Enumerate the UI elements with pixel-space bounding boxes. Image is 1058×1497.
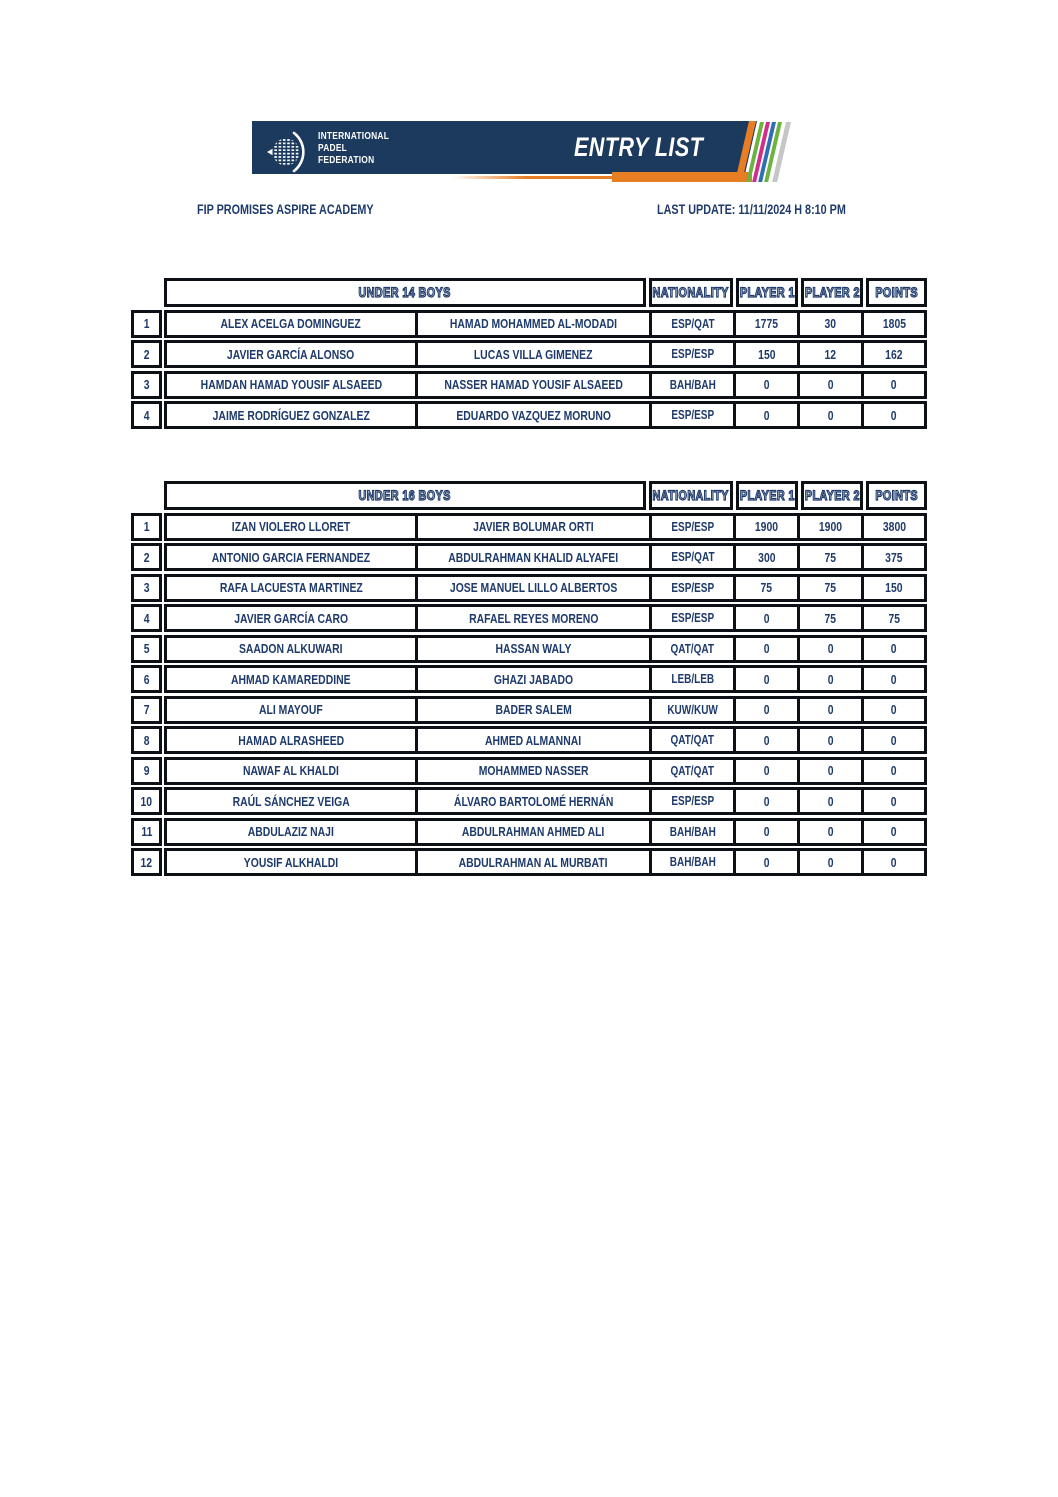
row-main-box <box>164 543 927 571</box>
rank-cell <box>131 340 162 368</box>
points2-cell <box>797 699 861 721</box>
player2-name: GHAZI JABADO <box>493 671 574 687</box>
player2-name: ABDULRAHMAN AHMED ALI <box>462 824 605 839</box>
nationality-value: ESP/ESP <box>671 519 714 534</box>
rank-value: 7 <box>143 702 150 717</box>
total-points-value: 162 <box>885 346 903 362</box>
points1-value: 0 <box>763 824 770 839</box>
player2-cell <box>415 729 649 751</box>
player2-cell <box>415 760 649 782</box>
player1-header <box>736 278 798 307</box>
points2-cell <box>797 851 861 873</box>
nationality-header <box>649 481 733 510</box>
total-points-cell <box>861 699 924 721</box>
points1-cell <box>733 638 797 660</box>
nationality-value: LEB/LEB <box>671 672 714 686</box>
player2-cell <box>415 374 649 396</box>
player2-cell <box>415 638 649 660</box>
nationality-value: ESP/ESP <box>671 347 714 361</box>
row-main-box <box>164 574 927 602</box>
total-points-cell <box>861 607 924 629</box>
table-row <box>131 401 927 429</box>
rank-cell <box>131 310 162 338</box>
total-points-value: 0 <box>891 732 897 748</box>
player1-name: YOUSIF ALKHALDI <box>243 854 339 870</box>
player2-cell <box>415 516 649 538</box>
player2-name: RAFAEL REYES MORENO <box>468 610 599 626</box>
total-points-cell <box>861 343 924 365</box>
row-main-box <box>164 371 927 399</box>
player1-name: RAÚL SÁNCHEZ VEIGA <box>232 793 350 809</box>
points2-value: 0 <box>827 793 834 809</box>
points1-value: 0 <box>763 793 770 809</box>
points2-value: 0 <box>827 671 834 687</box>
table-row <box>131 787 927 815</box>
points2-cell <box>797 638 861 660</box>
player1-name: HAMDAN HAMAD YOUSIF ALSAEED <box>200 377 382 392</box>
points1-cell <box>733 699 797 721</box>
banner-orange-line <box>452 176 617 179</box>
points2-cell <box>797 343 861 365</box>
total-points-value: 0 <box>891 377 897 392</box>
rank-cell <box>131 696 162 724</box>
row-main-box <box>164 513 927 541</box>
player1-cell <box>167 607 415 629</box>
points2-cell <box>797 577 861 599</box>
player1-name: JAVIER GARCÍA CARO <box>234 610 348 626</box>
player2-cell <box>415 851 649 873</box>
player1-cell <box>167 404 415 426</box>
category-header <box>164 481 646 510</box>
player1-cell <box>167 374 415 396</box>
points2-value: 30 <box>824 316 837 331</box>
total-points-cell <box>861 546 924 568</box>
rank-cell <box>131 574 162 602</box>
nationality-header-label: NATIONALITY <box>652 285 730 300</box>
rank-cell <box>131 787 162 815</box>
player1-name: ABDULAZIZ NAJI <box>247 824 335 839</box>
row-main-box <box>164 696 927 724</box>
total-points-value: 0 <box>891 793 897 809</box>
total-points-cell <box>861 313 924 335</box>
nationality-value: BAH/BAH <box>669 855 716 869</box>
federation-name-line3: FEDERATION <box>318 154 375 167</box>
rank-value: 4 <box>143 407 150 423</box>
points1-value: 0 <box>763 763 770 778</box>
points-header-label: POINTS <box>875 488 918 503</box>
total-points-cell <box>861 404 924 426</box>
player1-cell <box>167 516 415 538</box>
nationality-header-label: NATIONALITY <box>652 488 730 503</box>
nationality-value: ESP/ESP <box>671 611 714 625</box>
event-title-text: FIP PROMISES ASPIRE ACADEMY <box>197 202 374 217</box>
points1-cell <box>733 668 797 690</box>
player1-name: RAFA LACUESTA MARTINEZ <box>219 580 363 595</box>
player2-cell <box>415 790 649 812</box>
points2-cell <box>797 374 861 396</box>
points1-value: 0 <box>763 854 770 870</box>
category-title: UNDER 16 BOYS <box>358 488 452 503</box>
points1-value: 0 <box>763 671 770 687</box>
federation-name <box>318 130 407 166</box>
nationality-value: BAH/BAH <box>669 377 716 392</box>
points2-value: 0 <box>827 732 834 748</box>
player2-name: HASSAN WALY <box>495 641 572 656</box>
points1-cell <box>733 343 797 365</box>
points2-cell <box>797 313 861 335</box>
nationality-cell <box>649 343 733 365</box>
points2-cell <box>797 546 861 568</box>
total-points-cell <box>861 516 924 538</box>
total-points-value: 75 <box>888 610 900 626</box>
nationality-value: ESP/QAT <box>670 550 715 564</box>
player1-name: AHMAD KAMAREDDINE <box>231 671 351 687</box>
federation-name-line1: INTERNATIONAL <box>318 130 390 142</box>
rank-value: 2 <box>143 549 150 565</box>
points1-value: 150 <box>757 346 776 362</box>
points1-value: 0 <box>763 407 770 423</box>
rank-cell <box>131 848 162 876</box>
table-row <box>131 757 927 785</box>
player2-cell <box>415 577 649 599</box>
points1-value: 0 <box>763 377 770 392</box>
points1-cell <box>733 577 797 599</box>
table-row <box>131 726 927 754</box>
entry-list-title <box>574 132 736 163</box>
nationality-cell <box>649 790 733 812</box>
points2-value: 1900 <box>818 519 843 534</box>
rank-cell <box>131 543 162 571</box>
points1-cell <box>733 607 797 629</box>
points2-value: 0 <box>827 763 834 778</box>
points2-cell <box>797 821 861 843</box>
last-update-text: LAST UPDATE: 11/11/2024 H 8:10 PM <box>657 202 846 217</box>
player1-cell <box>167 546 415 568</box>
points1-value: 75 <box>760 580 773 595</box>
points2-value: 75 <box>824 580 837 595</box>
category-header <box>164 278 646 307</box>
points1-cell <box>733 821 797 843</box>
total-points-value: 0 <box>891 854 897 870</box>
event-title <box>197 202 418 217</box>
nationality-value: ESP/ESP <box>671 794 714 808</box>
points1-cell <box>733 374 797 396</box>
total-points-value: 3800 <box>882 519 906 534</box>
nationality-value: QAT/QAT <box>670 641 715 656</box>
row-main-box <box>164 787 927 815</box>
rank-cell <box>131 401 162 429</box>
total-points-cell <box>861 821 924 843</box>
points2-cell <box>797 729 861 751</box>
table-body <box>131 513 927 877</box>
header-banner <box>252 121 792 185</box>
player2-cell <box>415 343 649 365</box>
rank-cell <box>131 757 162 785</box>
points-header <box>866 481 927 510</box>
entry-table-under-16-boys <box>131 481 927 879</box>
nationality-value: ESP/ESP <box>671 580 714 595</box>
table-row <box>131 371 927 399</box>
player1-name: IZAN VIOLERO LLORET <box>231 519 351 534</box>
nationality-cell <box>649 638 733 660</box>
table-row <box>131 696 927 724</box>
points2-cell <box>797 516 861 538</box>
points1-value: 0 <box>763 641 770 656</box>
total-points-cell <box>861 729 924 751</box>
player1-name: SAADON ALKUWARI <box>239 641 343 656</box>
total-points-cell <box>861 851 924 873</box>
points2-value: 75 <box>824 549 837 565</box>
player2-cell <box>415 404 649 426</box>
points2-value: 0 <box>827 641 834 656</box>
player2-name: LUCAS VILLA GIMENEZ <box>474 346 593 362</box>
rank-value: 1 <box>143 316 150 331</box>
player1-cell <box>167 790 415 812</box>
table-header-row <box>164 481 927 510</box>
table-row <box>131 635 927 663</box>
rank-value: 3 <box>143 580 150 595</box>
player2-cell <box>415 668 649 690</box>
player1-name: JAVIER GARCÍA ALONSO <box>227 346 355 362</box>
player1-name: HAMAD ALRASHEED <box>238 732 344 748</box>
player1-name: NAWAF AL KHALDI <box>243 763 339 778</box>
player2-name: JAVIER BOLUMAR ORTI <box>473 519 594 534</box>
table-row <box>131 665 927 693</box>
player1-name: ALI MAYOUF <box>259 702 323 717</box>
rank-value: 8 <box>143 732 150 748</box>
points1-cell <box>733 790 797 812</box>
rank-cell <box>131 513 162 541</box>
points1-cell <box>733 729 797 751</box>
player2-header <box>801 481 863 510</box>
player1-cell <box>167 699 415 721</box>
last-update <box>657 202 893 217</box>
points2-cell <box>797 790 861 812</box>
entry-list-label: ENTRY LIST <box>574 132 704 162</box>
points1-value: 1775 <box>754 316 779 331</box>
table-row <box>131 340 927 368</box>
player1-cell <box>167 729 415 751</box>
total-points-value: 0 <box>891 824 897 839</box>
points1-value: 0 <box>763 732 770 748</box>
nationality-value: BAH/BAH <box>669 824 716 839</box>
points1-cell <box>733 851 797 873</box>
nationality-cell <box>649 374 733 396</box>
table-row <box>131 848 927 876</box>
table-row <box>131 310 927 338</box>
rank-cell <box>131 665 162 693</box>
points2-value: 0 <box>827 407 834 423</box>
player2-name: NASSER HAMAD YOUSIF ALSAEED <box>444 377 623 392</box>
nationality-cell <box>649 404 733 426</box>
row-main-box <box>164 848 927 876</box>
row-main-box <box>164 818 927 846</box>
points1-value: 0 <box>763 610 770 626</box>
player1-name: ANTONIO GARCIA FERNANDEZ <box>211 549 371 565</box>
player2-name: BADER SALEM <box>495 702 572 717</box>
nationality-cell <box>649 851 733 873</box>
nationality-value: KUW/KUW <box>667 702 718 717</box>
player1-header-label: PLAYER 1 <box>739 285 795 300</box>
table-row <box>131 543 927 571</box>
points2-value: 75 <box>824 610 837 626</box>
nationality-cell <box>649 516 733 538</box>
points2-value: 0 <box>827 824 834 839</box>
player2-cell <box>415 607 649 629</box>
nationality-value: QAT/QAT <box>670 763 715 778</box>
points2-cell <box>797 404 861 426</box>
player2-header-label: PLAYER 2 <box>804 285 860 300</box>
total-points-value: 375 <box>885 549 903 565</box>
nationality-cell <box>649 668 733 690</box>
rank-value: 4 <box>143 610 150 626</box>
total-points-cell <box>861 638 924 660</box>
total-points-value: 150 <box>885 580 903 595</box>
player2-name: HAMAD MOHAMMED AL-MODADI <box>449 316 618 331</box>
player1-header-label: PLAYER 1 <box>739 488 795 503</box>
points1-value: 300 <box>757 549 776 565</box>
total-points-cell <box>861 577 924 599</box>
points-header <box>866 278 927 307</box>
nationality-value: ESP/ESP <box>671 408 714 422</box>
points2-value: 0 <box>827 377 834 392</box>
rank-value: 12 <box>140 854 153 870</box>
rank-cell <box>131 635 162 663</box>
points2-cell <box>797 668 861 690</box>
player2-cell <box>415 546 649 568</box>
rank-cell <box>131 371 162 399</box>
table-row <box>131 604 927 632</box>
total-points-cell <box>861 668 924 690</box>
total-points-value: 0 <box>891 407 897 423</box>
table-body <box>131 310 927 430</box>
nationality-cell <box>649 760 733 782</box>
points2-value: 0 <box>827 854 834 870</box>
row-main-box <box>164 340 927 368</box>
table-row <box>131 513 927 541</box>
table-header-row <box>164 278 927 307</box>
banner-color-stripes <box>760 122 791 182</box>
points1-cell <box>733 404 797 426</box>
total-points-cell <box>861 790 924 812</box>
row-main-box <box>164 635 927 663</box>
total-points-value: 1805 <box>882 316 906 331</box>
nationality-cell <box>649 699 733 721</box>
player2-name: MOHAMMED NASSER <box>478 763 589 778</box>
player1-name: ALEX ACELGA DOMINGUEZ <box>220 316 362 331</box>
points2-cell <box>797 760 861 782</box>
player1-name: JAIME RODRÍGUEZ GONZALEZ <box>212 407 370 423</box>
player2-cell <box>415 821 649 843</box>
padel-federation-logo-icon <box>266 128 316 176</box>
player1-cell <box>167 851 415 873</box>
nationality-header <box>649 278 733 307</box>
player2-header-label: PLAYER 2 <box>804 488 860 503</box>
player2-cell <box>415 699 649 721</box>
nationality-cell <box>649 577 733 599</box>
player2-name: ABDULRAHMAN AL MURBATI <box>459 854 608 870</box>
category-title: UNDER 14 BOYS <box>358 285 452 300</box>
rank-cell <box>131 604 162 632</box>
rank-value: 2 <box>143 346 150 362</box>
rank-value: 10 <box>140 793 153 809</box>
points1-cell <box>733 760 797 782</box>
entry-table-under-14-boys <box>131 278 927 432</box>
nationality-cell <box>649 546 733 568</box>
nationality-value: ESP/QAT <box>670 316 715 331</box>
total-points-cell <box>861 760 924 782</box>
points1-cell <box>733 313 797 335</box>
player2-name: EDUARDO VAZQUEZ MORUNO <box>456 407 611 423</box>
points2-cell <box>797 607 861 629</box>
table-row <box>131 574 927 602</box>
banner-orange-bar <box>612 172 752 182</box>
player1-header <box>736 481 798 510</box>
points-header-label: POINTS <box>875 285 918 300</box>
total-points-value: 0 <box>891 671 897 687</box>
total-points-cell <box>861 374 924 396</box>
rank-value: 11 <box>141 824 152 839</box>
nationality-cell <box>649 313 733 335</box>
total-points-value: 0 <box>891 763 897 778</box>
player2-name: ABDULRAHMAN KHALID ALYAFEI <box>448 549 619 565</box>
nationality-cell <box>649 729 733 751</box>
nationality-cell <box>649 607 733 629</box>
player2-header <box>801 278 863 307</box>
player1-cell <box>167 638 415 660</box>
rank-value: 6 <box>143 671 150 687</box>
player1-cell <box>167 760 415 782</box>
player1-cell <box>167 668 415 690</box>
row-main-box <box>164 757 927 785</box>
rank-value: 1 <box>143 519 150 534</box>
points1-value: 1900 <box>754 519 779 534</box>
row-main-box <box>164 604 927 632</box>
row-main-box <box>164 401 927 429</box>
player1-cell <box>167 313 415 335</box>
rank-value: 9 <box>143 763 150 778</box>
player2-name: ÁLVARO BARTOLOMÉ HERNÁN <box>453 793 614 809</box>
table-row <box>131 818 927 846</box>
rank-value: 5 <box>143 641 150 656</box>
points1-cell <box>733 546 797 568</box>
total-points-value: 0 <box>891 702 897 717</box>
row-main-box <box>164 310 927 338</box>
total-points-value: 0 <box>891 641 897 656</box>
points2-value: 12 <box>824 346 837 362</box>
points1-cell <box>733 516 797 538</box>
row-main-box <box>164 665 927 693</box>
nationality-value: QAT/QAT <box>670 733 715 747</box>
player1-cell <box>167 343 415 365</box>
rank-value: 3 <box>143 377 150 392</box>
points1-value: 0 <box>763 702 770 717</box>
player2-cell <box>415 313 649 335</box>
rank-cell <box>131 818 162 846</box>
nationality-cell <box>649 821 733 843</box>
rank-cell <box>131 726 162 754</box>
player1-cell <box>167 821 415 843</box>
row-main-box <box>164 726 927 754</box>
player2-name: AHMED ALMANNAI <box>485 732 582 748</box>
player2-name: JOSE MANUEL LILLO ALBERTOS <box>449 580 618 595</box>
player1-cell <box>167 577 415 599</box>
federation-name-line2: PADEL <box>318 142 348 155</box>
points2-value: 0 <box>827 702 834 717</box>
